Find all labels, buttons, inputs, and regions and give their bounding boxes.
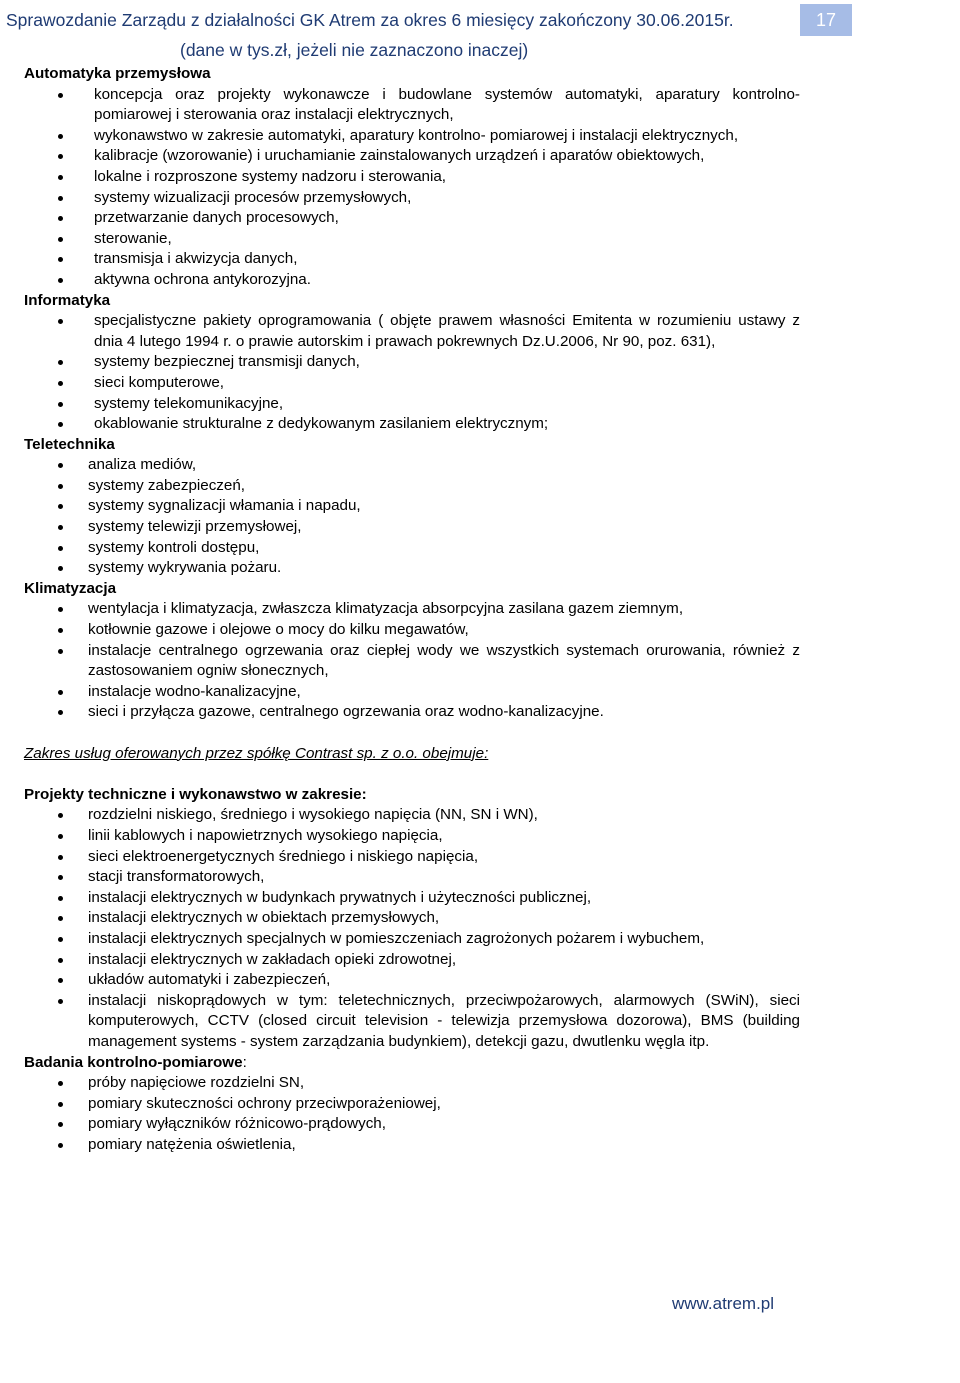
list-item: sterowanie, (24, 229, 800, 250)
list-item: sieci elektroenergetycznych średniego i niskiego napięcia, (24, 847, 800, 868)
list-item: wykonawstwo w zakresie automatyki, aparatury kontrolno- pomiarowej i instalacji elektrycznych, (24, 126, 800, 147)
list-item: aktywna ochrona antykorozyjna. (24, 270, 800, 291)
section-heading-automatyka: Automatyka przemysłowa (24, 65, 211, 82)
list-item: koncepcja oraz projekty wykonawcze i budowlane systemów automatyki, aparatury kontrolno-pomiarowej i sterowania oraz instalacji elektrycznych, (24, 85, 800, 126)
section-heading-badania (24, 1053, 800, 1074)
list-item: wentylacja i klimatyzacja, zwłaszcza klimatyzacja absorpcyjna zasilana gazem ziemnym, (24, 599, 800, 620)
list-item: przetwarzanie danych procesowych, (24, 208, 800, 229)
page-number: 17 (800, 4, 852, 36)
list-item: analiza mediów, (24, 455, 800, 476)
list-item: sieci i przyłącza gazowe, centralnego ogrzewania oraz wodno-kanalizacyjne. (24, 702, 800, 723)
list-klimatyzacja (24, 599, 800, 723)
list-item: kotłownie gazowe i olejowe o mocy do kilku megawatów, (24, 620, 800, 641)
list-item: instalacje wodno-kanalizacyjne, (24, 682, 800, 703)
list-item: okablowanie strukturalne z dedykowanym zasilaniem elektrycznym; (24, 414, 800, 435)
list-item: stacji transformatorowych, (24, 867, 800, 888)
badania-title: Badania kontrolno-pomiarowe (24, 1053, 243, 1071)
report-title: Sprawozdanie Zarządu z działalności GK Atrem za okres 6 miesięcy zakończony 30.06.2015r. (6, 10, 734, 30)
list-item: systemy telewizji przemysłowej, (24, 517, 800, 538)
list-item: linii kablowych i napowietrznych wysokiego napięcia, (24, 826, 800, 847)
list-item: lokalne i rozproszone systemy nadzoru i sterowania, (24, 167, 800, 188)
list-item: rozdzielni niskiego, średniego i wysokiego napięcia (NN, SN i WN), (24, 805, 800, 826)
list-item: instalacji elektrycznych w zakładach opieki zdrowotnej, (24, 950, 800, 971)
list-item: systemy wykrywania pożaru. (24, 558, 800, 579)
list-item: systemy telekomunikacyjne, (24, 394, 800, 415)
list-item: układów automatyki i zabezpieczeń, (24, 970, 800, 991)
list-teletechnika (24, 455, 800, 579)
contrast-services-intro: Zakres usług oferowanych przez spółkę Contrast sp. z o.o. obejmuje: (24, 744, 489, 762)
list-item: systemy zabezpieczeń, (24, 476, 800, 497)
list-item: systemy sygnalizacji włamania i napadu, (24, 496, 800, 517)
list-projekty (24, 805, 800, 1052)
list-badania (24, 1073, 800, 1155)
spacer (24, 764, 800, 785)
section-heading-informatyka: Informatyka (24, 291, 111, 309)
list-item: pomiary natężenia oświetlenia, (24, 1135, 800, 1156)
section-heading-projekty: Projekty techniczne i wykonawstwo w zakresie: (24, 785, 367, 803)
list-item: sieci komputerowe, (24, 373, 800, 394)
list-item: pomiary wyłączników różnicowo-prądowych, (24, 1114, 800, 1135)
section-heading-klimatyzacja: Klimatyzacja (24, 579, 117, 597)
list-item: pomiary skuteczności ochrony przeciwporażeniowej, (24, 1094, 800, 1115)
footer-website-link[interactable]: www.atrem.pl (672, 1294, 775, 1313)
list-item: instalacji niskoprądowych w tym: teletechnicznych, przeciwpożarowych, alarmowych (SWiN), sieci komputerowych, CCTV (closed circuit television - telewizja przemysłowa dozorowa), BMS (building management systems - system zarządzania budynkiem), detekcji gazu, dwutlenku węgla itp. (24, 991, 800, 1053)
document-body (24, 64, 800, 1155)
list-item: systemy wizualizacji procesów przemysłowych, (24, 188, 800, 209)
list-item: instalacje centralnego ogrzewania oraz ciepłej wody we wszystkich systemach orurowania, również z zastosowaniem ogniw słonecznych, (24, 641, 800, 682)
list-item: instalacji elektrycznych w budynkach prywatnych i użyteczności publicznej, (24, 888, 800, 909)
badania-title-suffix: : (242, 1053, 247, 1071)
list-item: systemy kontroli dostępu, (24, 538, 800, 559)
list-item: transmisja i akwizycja danych, (24, 249, 800, 270)
list-item: systemy bezpiecznej transmisji danych, (24, 352, 800, 373)
list-automatyka (24, 85, 800, 291)
list-item: kalibracje (wzorowanie) i uruchamianie zainstalowanych urządzeń i aparatów obiektowych, (24, 146, 800, 167)
spacer (24, 723, 800, 744)
list-item: instalacji elektrycznych specjalnych w pomieszczeniach zagrożonych pożarem i wybuchem, (24, 929, 800, 950)
list-informatyka (24, 311, 800, 435)
report-subtitle: (dane w tys.zł, jeżeli nie zaznaczono inaczej) (180, 40, 529, 60)
list-item: instalacji elektrycznych w obiektach przemysłowych, (24, 908, 800, 929)
section-heading-teletechnika: Teletechnika (24, 435, 115, 453)
list-item: próby napięciowe rozdzielni SN, (24, 1073, 800, 1094)
list-item: specjalistyczne pakiety oprogramowania ( objęte prawem własności Emitenta w rozumieniu ustawy z dnia 4 lutego 1994 r. o prawie autorskim i prawach pokrewnych Dz.U.2006, Nr 90, poz. 631), (24, 311, 800, 352)
